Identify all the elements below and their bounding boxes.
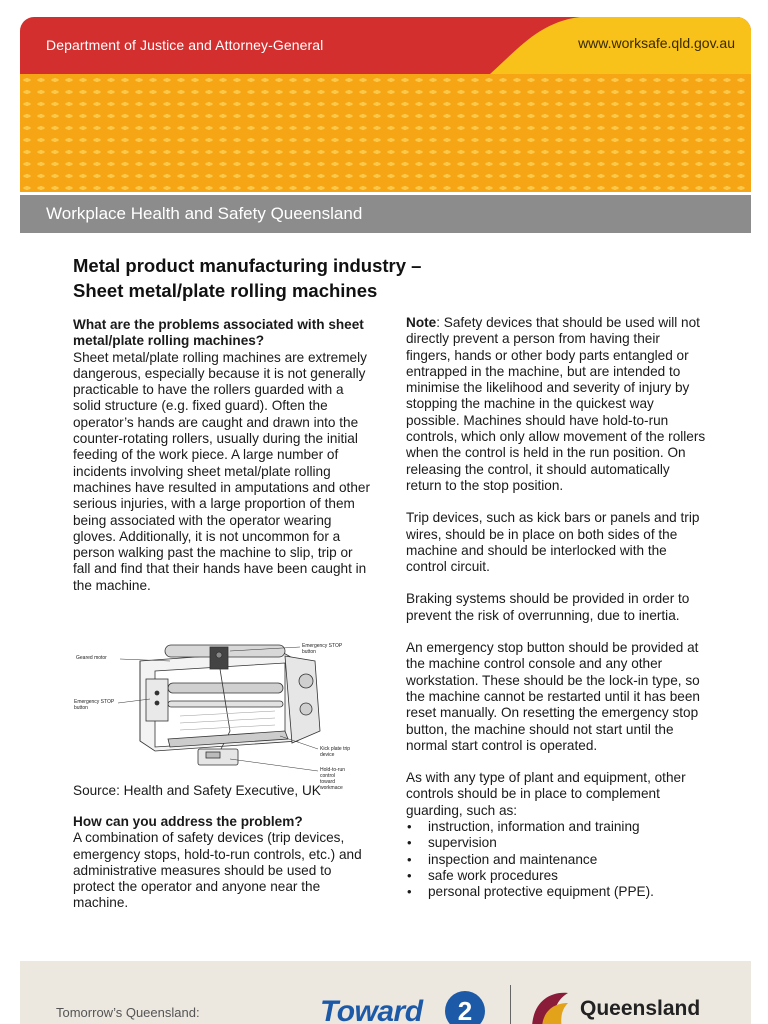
- note-label: Note: [406, 315, 437, 330]
- queensland-logo-text: Queensland: [580, 997, 701, 1020]
- department-name: Department of Justice and Attorney-General: [46, 37, 324, 53]
- list-item: • inspection and maintenance: [406, 852, 706, 868]
- title-line-1: Metal product manufacturing industry –: [73, 255, 422, 276]
- list-item: • supervision: [406, 835, 706, 851]
- header-red-bar: [20, 17, 751, 74]
- trip-devices-paragraph: Trip devices, such as kick bars or panels and trip wires, should be in place on both sides of the machine and should be interlocked with the control circuit.: [406, 510, 700, 575]
- title-line-2: Sheet metal/plate rolling machines: [73, 280, 378, 301]
- emergency-stop-paragraph: An emergency stop button should be provided at the machine control console and any other workstation. These should be the lock-in type, so the machine cannot be restarted until it has been reset manually. On resetting the emergency stop button, the machine should not start until the normal start control is operated.: [406, 640, 700, 753]
- address-paragraph: A combination of safety devices (trip devices, emergency stops, hold-to-run controls, etc.) and administrative measures should be used to protect the operator and anyone near the machine.: [73, 830, 362, 911]
- label-hold-to-run: Hold-to-run control toward workmace: [320, 767, 346, 791]
- organisation-band: [20, 195, 751, 233]
- figure-source: Source: Health and Safety Executive, UK: [73, 783, 321, 798]
- braking-paragraph: Braking systems should be provided in order to prevent the risk of overrunning, due to inertia.: [406, 591, 690, 623]
- address-section: [73, 814, 373, 912]
- toward-logo-text: Toward: [320, 995, 423, 1024]
- organisation-name: Workplace Health and Safety Queensland: [46, 204, 363, 223]
- page-title: [73, 253, 693, 303]
- note-paragraph: [406, 315, 706, 494]
- list-item: • safe work procedures: [406, 868, 706, 884]
- plant-paragraph: As with any type of plant and equipment, other controls should be in place to complement guarding, such as:: [406, 770, 686, 818]
- note-text: : Safety devices that should be used will not directly prevent a person from having their fingers, hands or other body parts entangled or entrapped in the machine, but are intended to minimise the likelihood and severity of injury by stopping the machine in the quickest way possible. Machines should have hold-to-run controls, which only allow movement of the rollers when the control is held in the run position. On releasing the control, it should automatically return to the stop position.: [406, 315, 706, 493]
- list-item: • instruction, information and training: [406, 819, 706, 835]
- problems-heading: What are the problems associated with sheet metal/plate rolling machines?: [73, 317, 364, 349]
- tomorrow-tagline: Tomorrow’s Queensland:: [56, 1005, 200, 1020]
- label-geared-motor: Geared motor: [76, 655, 107, 661]
- label-emergency-stop-left: Emergency STOP button: [74, 699, 115, 711]
- document-page: [20, 17, 751, 1024]
- queensland-crest-icon: [528, 989, 574, 1024]
- problems-paragraph: Sheet metal/plate rolling machines are extremely dangerous, especially because it is not generally practicable to have the rollers guarded with a solid structure (e.g. fixed guard). Often the operator’s hands are caught and drawn into the counter-rotating rollers, usually during the initial feeding of the work piece. A large number of incidents involving sheet metal/plate rolling machines have resulted in amputations and other serious injuries, with a large proportion of them being associated with the operator wearing gloves. Additionally, it is not uncommon for a person walking past the machine to slip, trip or fall and find that their hands have been caught in the machine.: [73, 349, 370, 593]
- toward-2-badge-icon: 2: [445, 991, 485, 1024]
- website-link[interactable]: www.worksafe.qld.gov.au: [578, 35, 735, 51]
- label-kick-plate: Kick plate trip device: [320, 746, 351, 758]
- right-column: [406, 315, 706, 901]
- list-item: • personal protective equipment (PPE).: [406, 884, 706, 900]
- header-pattern: [20, 74, 751, 192]
- left-column: [73, 317, 373, 594]
- footer: [20, 961, 751, 1024]
- label-emergency-stop-top: Emergency STOP button: [302, 643, 343, 655]
- controls-list: [406, 819, 706, 900]
- address-heading: How can you address the problem?: [73, 814, 303, 829]
- footer-divider: [510, 985, 511, 1024]
